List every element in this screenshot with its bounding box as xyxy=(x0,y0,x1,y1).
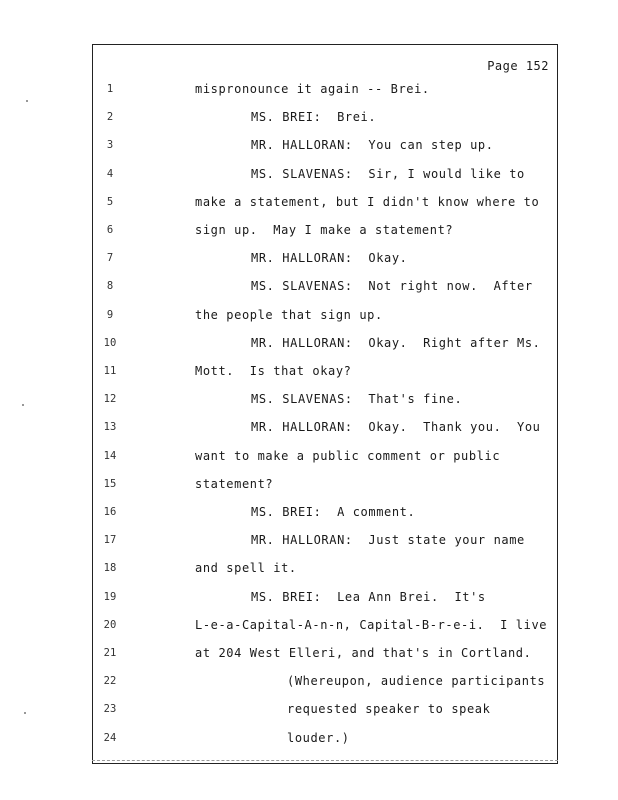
line-number: 12 xyxy=(103,393,117,406)
line-number: 10 xyxy=(103,336,117,349)
transcript-line xyxy=(93,135,559,155)
transcript-line xyxy=(93,361,559,381)
line-number: 1 xyxy=(106,83,114,95)
transcript-line xyxy=(93,417,559,437)
transcript-line xyxy=(93,389,559,409)
line-number: 24 xyxy=(103,731,117,744)
line-text: MR. HALLORAN: You can step up. xyxy=(251,138,494,153)
line-number: 8 xyxy=(106,280,114,293)
line-number: 22 xyxy=(103,675,117,688)
line-text: Mott. Is that okay? xyxy=(195,364,352,378)
line-text: MS. SLAVENAS: Not right now. After xyxy=(251,279,533,294)
transcript-line xyxy=(93,333,559,353)
line-number: 18 xyxy=(103,562,117,575)
line-text: louder.) xyxy=(287,730,350,745)
line-text: and spell it. xyxy=(195,561,297,576)
line-number: 17 xyxy=(103,534,117,547)
line-text: at 204 West Elleri, and that's in Cortland. xyxy=(195,646,532,660)
transcript-line xyxy=(93,502,559,522)
line-number: 11 xyxy=(103,365,117,377)
line-number: 15 xyxy=(103,477,117,490)
transcript-line xyxy=(93,615,559,635)
line-text: L-e-a-Capital-A-n-n, Capital-B-r-e-i. I live xyxy=(195,617,548,632)
transcript-line xyxy=(93,643,559,663)
line-text: make a statement, but I didn't know where to xyxy=(195,194,540,209)
transcript-line xyxy=(93,107,559,127)
scan-speck xyxy=(24,712,26,714)
line-number: 19 xyxy=(103,590,117,603)
transcript-line xyxy=(93,587,559,607)
line-text: want to make a public comment or public xyxy=(195,448,501,463)
line-number: 5 xyxy=(106,195,114,208)
line-number: 13 xyxy=(103,421,117,434)
scan-speck xyxy=(22,404,24,406)
transcript-line xyxy=(93,474,559,494)
line-text: the people that sign up. xyxy=(195,307,383,322)
line-text: MS. BREI: Lea Ann Brei. It's xyxy=(251,589,486,604)
transcript-line xyxy=(93,164,559,184)
transcript-line xyxy=(93,79,559,99)
line-number: 16 xyxy=(103,506,117,518)
transcript-line xyxy=(93,699,559,719)
line-text: MS. BREI: A comment. xyxy=(251,505,416,519)
transcript-page xyxy=(92,44,558,764)
line-text: MS. SLAVENAS: That's fine. xyxy=(251,392,463,407)
transcript-line xyxy=(93,728,559,748)
line-number: 21 xyxy=(103,647,117,659)
line-text: MR. HALLORAN: Okay. Thank you. You xyxy=(251,420,541,435)
transcript-line xyxy=(93,305,559,325)
transcript-line xyxy=(93,558,559,578)
line-text: MS. SLAVENAS: Sir, I would like to xyxy=(251,166,525,181)
transcript-line xyxy=(93,446,559,466)
line-number: 4 xyxy=(106,167,114,180)
line-number: 20 xyxy=(103,618,117,631)
page-number: Page 152 xyxy=(487,59,549,73)
line-number: 9 xyxy=(106,308,114,321)
line-text: MR. HALLORAN: Okay. Right after Ms. xyxy=(251,335,541,350)
transcript-line xyxy=(93,276,559,296)
line-number: 6 xyxy=(106,224,114,236)
line-text: statement? xyxy=(195,476,274,491)
transcript-line xyxy=(93,192,559,212)
line-text: MS. BREI: Brei. xyxy=(251,110,377,125)
line-text: (Whereupon, audience participants xyxy=(287,674,546,689)
line-number: 23 xyxy=(103,703,117,716)
transcript-line xyxy=(93,530,559,550)
line-text: MR. HALLORAN: Just state your name xyxy=(251,533,525,548)
line-number: 2 xyxy=(106,111,114,124)
line-text: MR. HALLORAN: Okay. xyxy=(251,251,408,266)
line-text: sign up. May I make a statement? xyxy=(195,223,454,237)
line-number: 14 xyxy=(103,449,117,462)
line-number: 3 xyxy=(106,139,114,152)
transcript-line xyxy=(93,220,559,240)
scan-speck xyxy=(26,100,28,102)
transcript-line xyxy=(93,248,559,268)
transcript-line xyxy=(93,671,559,691)
line-number: 7 xyxy=(106,252,114,265)
line-text: requested speaker to speak xyxy=(287,702,491,717)
bottom-rule xyxy=(92,760,558,761)
line-text: mispronounce it again -- Brei. xyxy=(195,82,430,96)
